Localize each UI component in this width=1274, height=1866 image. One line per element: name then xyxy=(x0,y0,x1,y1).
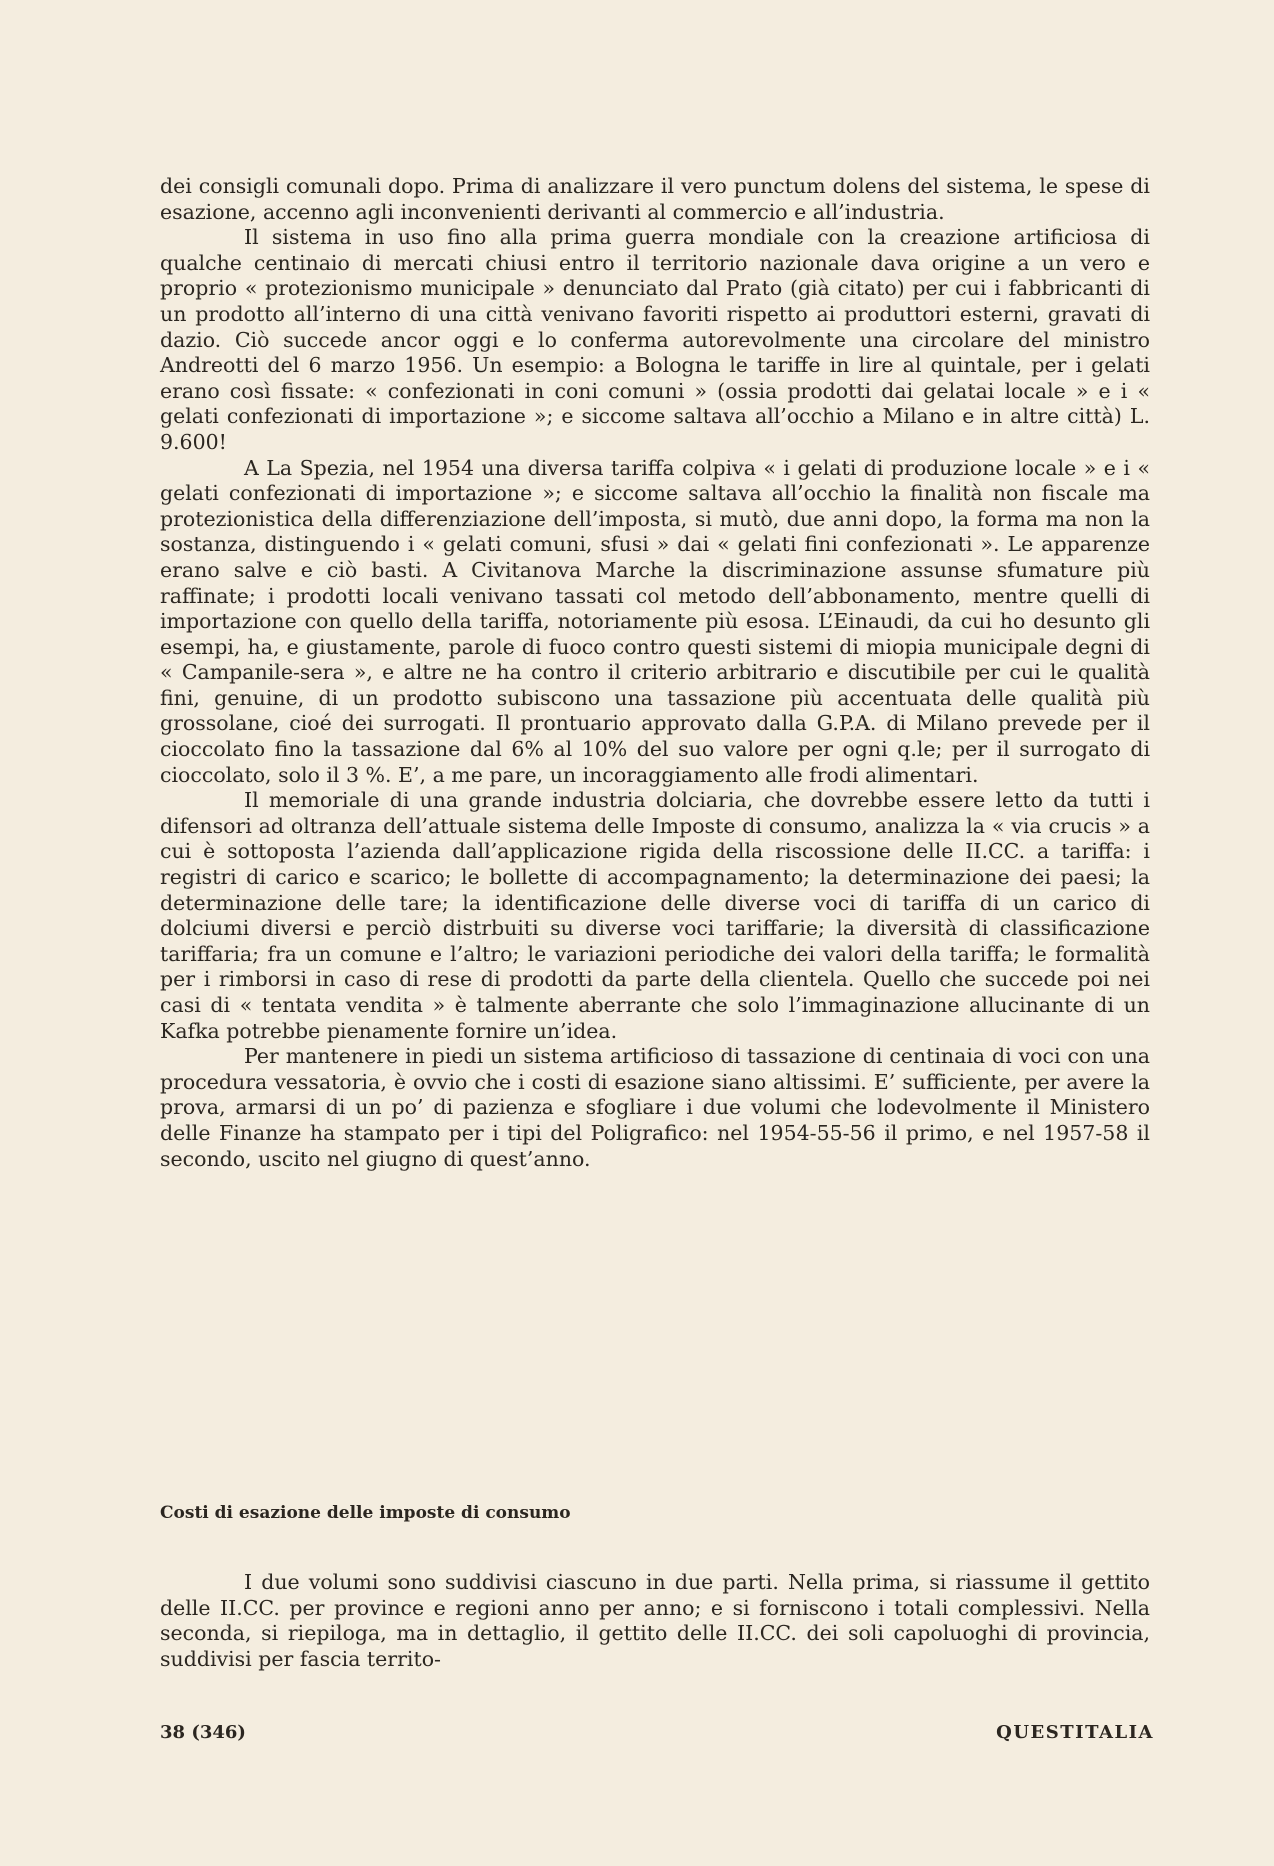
publication-name: QUESTITALIA xyxy=(996,1722,1154,1743)
page-number: 38 (346) xyxy=(160,1722,246,1743)
paragraph-4: Il memoriale di una grande industria dolciaria, che dovrebbe essere letto da tutti i difensori ad oltranza dell’attuale sistema delle Imposte di consumo, analizza la « via crucis » a cui è sottoposta l’azienda dall’applicazione rigida della riscossione delle II.CC. a tariffa: i registri di carico e scarico; le bollette di accompagnamento; la determinazione dei paesi; la determinazione delle tare; la identificazione delle diverse voci di tariffa di un carico di dolciumi diversi e perciò distrbuiti su diverse voci tariffarie; la diversità di classificazione tariffaria; fra un comune e l’altro; le variazioni periodiche dei valori della tariffa; le formalità per i rimborsi in caso di rese di prodotti da parte della clientela. Quello che succede poi nei casi di « tentata vendita » è talmente aberrante che solo l’immaginazione allucinante di un Kafka potrebbe pienamente fornire un’idea. xyxy=(160,788,1150,1043)
paragraph-5: Per mantenere in piedi un sistema artificioso di tassazione di centinaia di voci con una procedura vessatoria, è ovvio che i costi di esazione siano altissimi. E’ sufficiente, per avere la prova, armarsi di un po’ di pazienza e sfogliare i due volumi che lodevolmente il Ministero delle Finanze ha stampato per i tipi del Poligrafico: nel 1954-55-56 il primo, e nel 1957-58 il secondo, uscito nel giugno di quest’anno. xyxy=(160,1044,1150,1171)
paragraph-3: A La Spezia, nel 1954 una diversa tariffa colpiva « i gelati di produzione locale » e i « gelati confezionati di importazione »; e siccome saltava all’occhio la finalità non fiscale ma protezionistica della differenziazione dell’imposta, si mutò, due anni dopo, la forma ma non la sostanza, distinguendo i « gelati comuni, sfusi » dai « gelati fini confezionati ». Le apparenze erano salve e ciò basti. A Civitanova Marche la discriminazione assunse sfumature più raffinate; i prodotti locali venivano tassati col metodo dell’abbonamento, mentre quelli di importazione con quello della tariffa, notoriamente più esosa. L’Einaudi, da cui ho desunto gli esempi, ha, e giustamente, parole di fuoco contro questi sistemi di miopia municipale degni di « Campanile-sera », e altre ne ha contro il criterio arbitrario e discutibile per cui le qualità fini, genuine, di un prodotto subiscono una tassazione più accentuata delle qualità più grossolane, cioé dei surrogati. Il prontuario approvato dalla G.P.A. di Milano prevede per il cioccolato fino la tassazione dal 6% al 10% del suo valore per ogni q.le; per il surrogato di cioccolato, solo il 3 %. E’, a me pare, un incoraggiamento alle frodi alimentari. xyxy=(160,455,1150,787)
article-body xyxy=(160,174,1150,1172)
paragraph-6: I due volumi sono suddivisi ciascuno in due parti. Nella prima, si riassume il gettito delle II.CC. per province e regioni anno per anno; e si forniscono i totali complessivi. Nella seconda, si riepiloga, ma in dettaglio, il gettito delle II.CC. dei soli capoluoghi di provincia, suddivisi per fascia territo- xyxy=(160,1570,1150,1671)
section-body xyxy=(160,1570,1150,1672)
paragraph-1: dei consigli comunali dopo. Prima di analizzare il vero punctum dolens del sistema, le spese di esazione, accenno agli inconvenienti derivanti al commercio e all’industria. xyxy=(160,174,1150,224)
paragraph-2: Il sistema in uso fino alla prima guerra mondiale con la creazione artificiosa di qualche centinaio di mercati chiusi entro il territorio nazionale dava origine a un vero e proprio « protezionismo municipale » denunciato dal Prato (già citato) per cui i fabbricanti di un prodotto all’interno di una città venivano favoriti rispetto ai produttori esterni, gravati di dazio. Ciò succede ancor oggi e lo conferma autorevolmente una circolare del ministro Andreotti del 6 marzo 1956. Un esempio: a Bologna le tariffe in lire al quintale, per i gelati erano così fissate: « confezionati in coni comuni » (ossia prodotti dai gelatai locale » e i « gelati confezionati di importazione »; e siccome saltava all’occhio a Milano e in altre città) L. 9.600! xyxy=(160,225,1150,454)
section-heading: Costi di esazione delle imposte di consumo xyxy=(160,1503,571,1523)
